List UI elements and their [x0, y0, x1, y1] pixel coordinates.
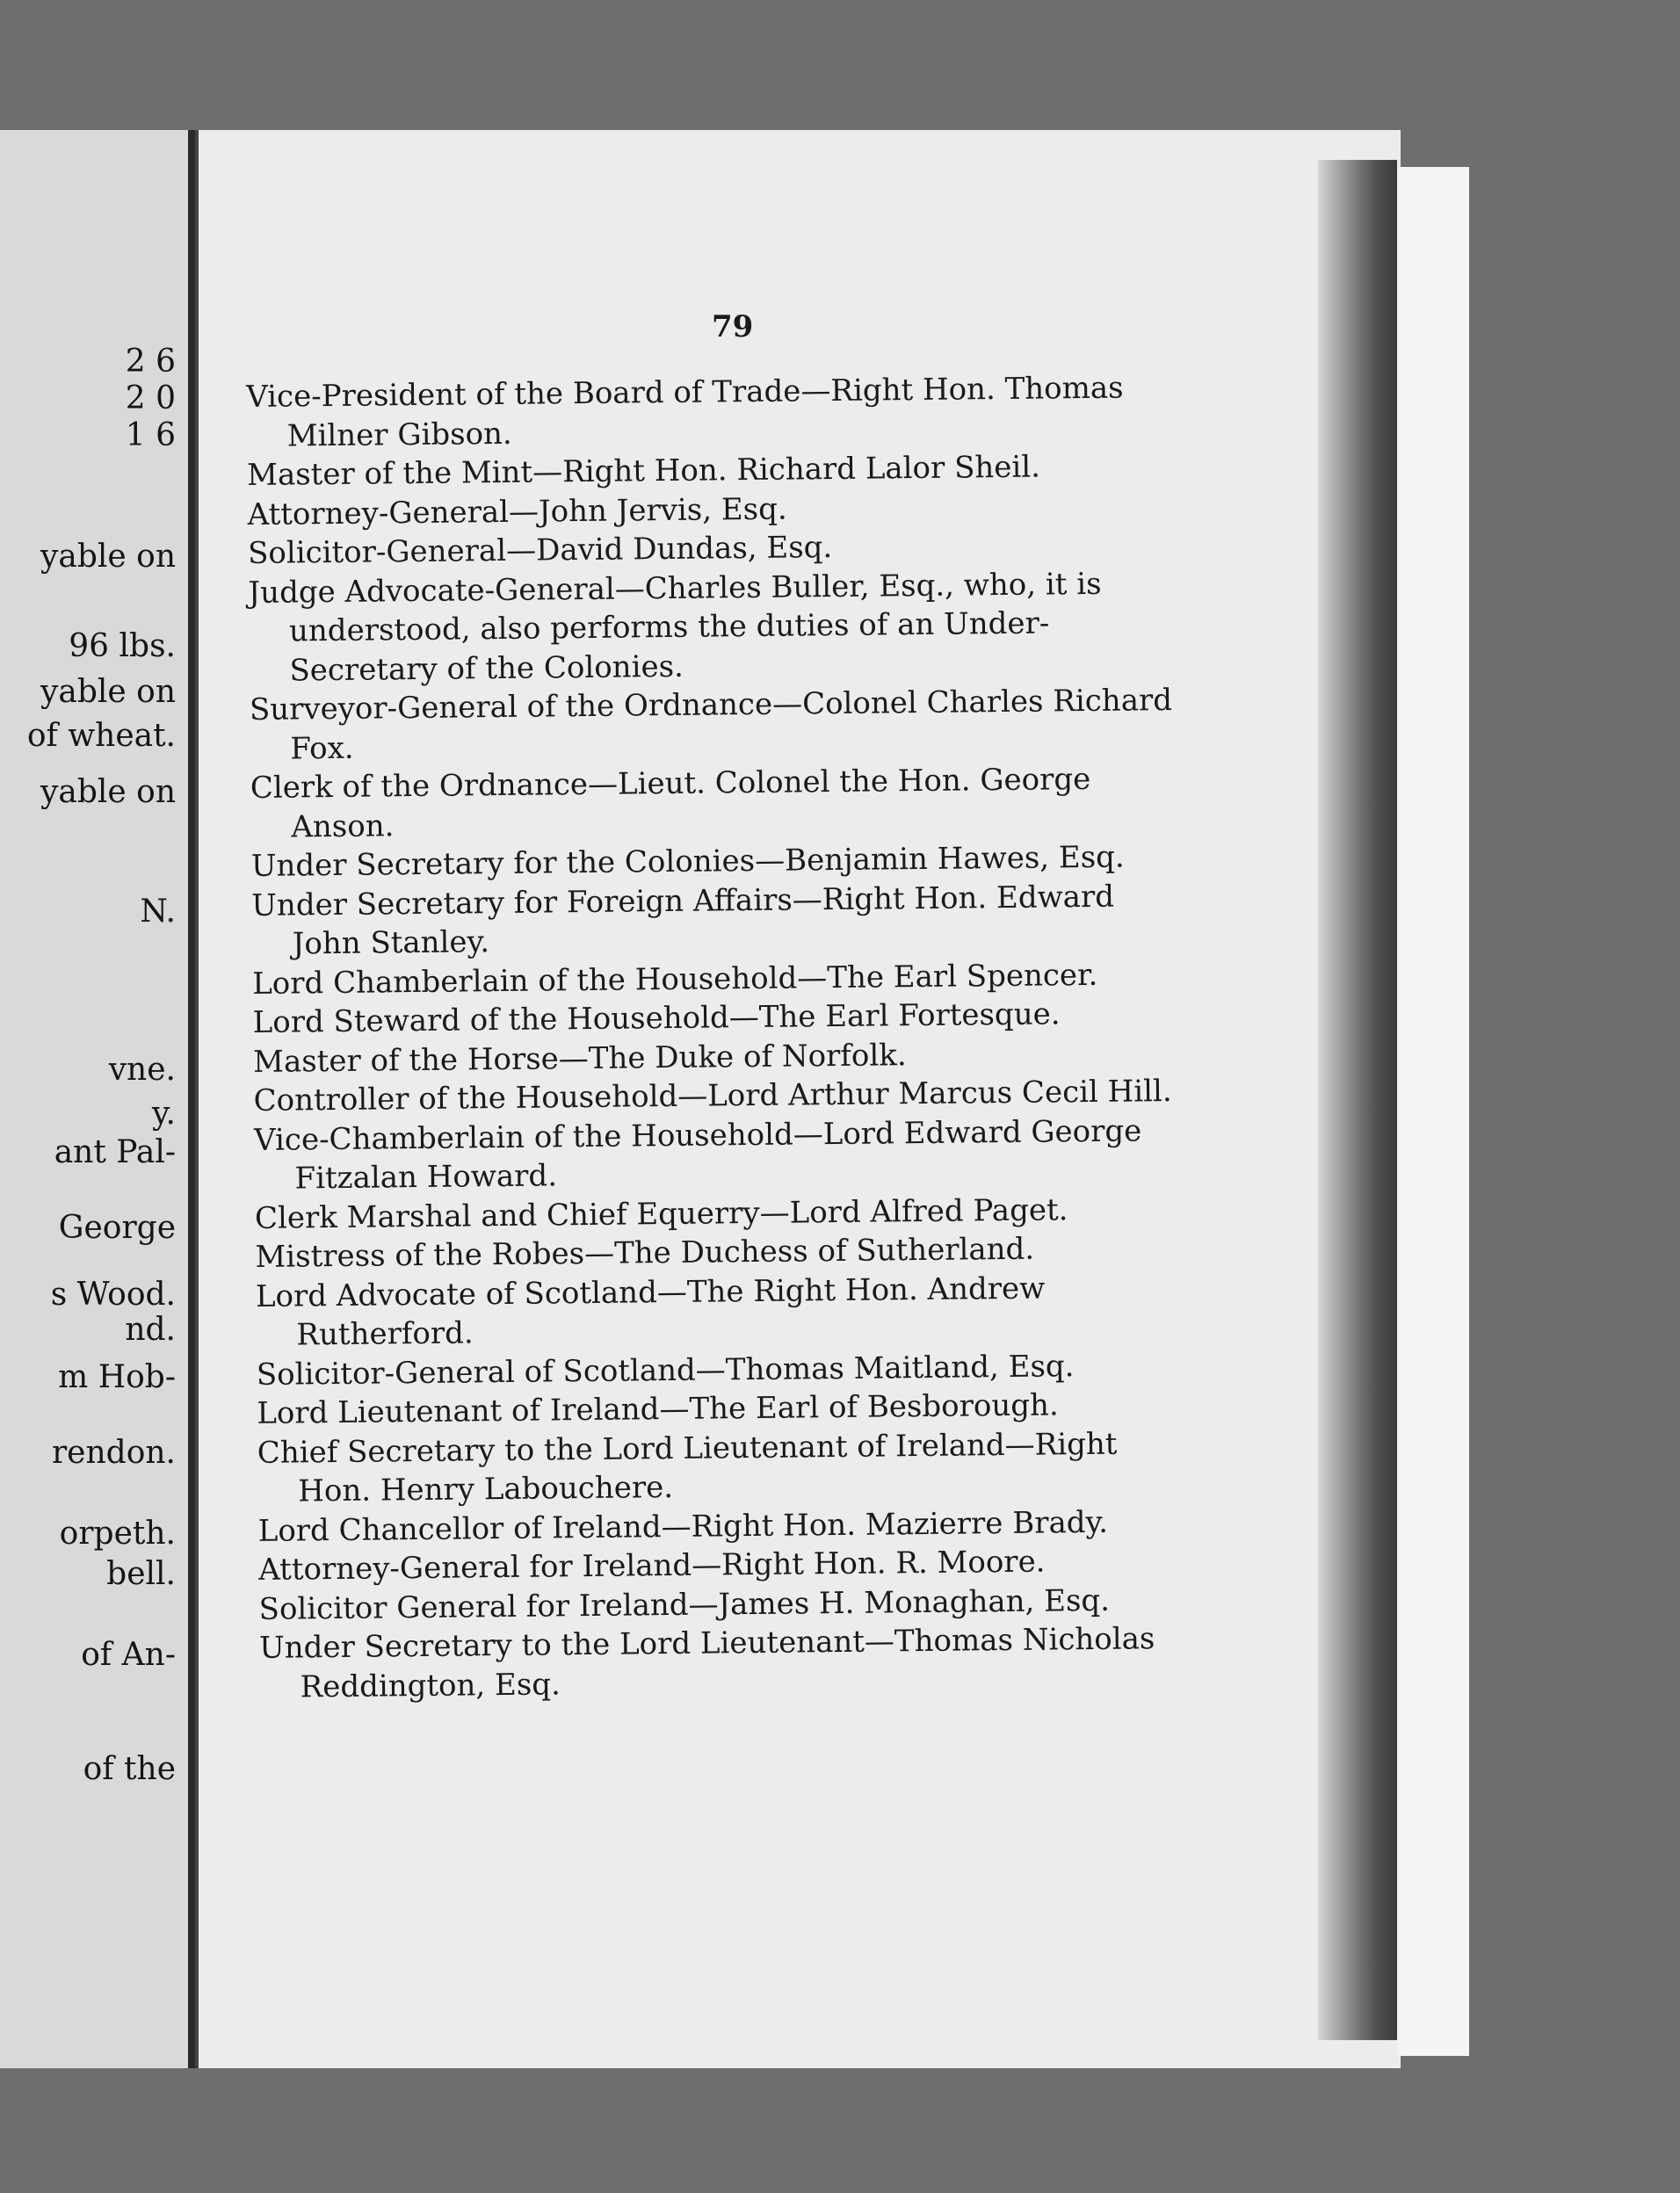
left-fragment: rendon.	[51, 1435, 176, 1471]
left-fragment: orpeth.	[59, 1516, 176, 1552]
list-item: Chief Secretary to the Lord Lieutenant of Ireland—Right Hon. Henry Labouchere.	[257, 1426, 1118, 1509]
list-item: Lord Lieutenant of Ireland—The Earl of Besborough.	[257, 1387, 1059, 1431]
left-fragment: nd.	[125, 1312, 176, 1348]
left-fragment: vne.	[108, 1052, 176, 1088]
list-item: Attorney-General for Ireland—Right Hon. R. Moore.	[258, 1544, 1046, 1588]
list-item: Surveyor-General of the Ordnance—Colonel Charles Richard Fox.	[249, 682, 1173, 766]
left-fragment: 1 6	[125, 417, 176, 453]
list-item: Clerk Marshal and Chief Equerry—Lord Alfred Paget.	[254, 1191, 1068, 1236]
left-fragment: yable on	[40, 774, 176, 810]
left-fragment: of An-	[81, 1637, 176, 1673]
left-fragment: ant Pal-	[54, 1134, 176, 1170]
left-fragment: bell.	[106, 1556, 176, 1592]
list-item: Lord Steward of the Household—The Earl Fortesque.	[252, 996, 1061, 1040]
list-item: Lord Advocate of Scotland—The Right Hon. Andrew Rutherford.	[255, 1270, 1046, 1353]
left-fragment: of wheat.	[26, 718, 176, 754]
left-fragment: m Hob-	[58, 1359, 176, 1395]
list-item: Solicitor-General—David Dundas, Esq.	[247, 530, 833, 571]
left-fragment: s Wood.	[50, 1277, 176, 1313]
list-item: Solicitor-General of Scotland—Thomas Maitland, Esq.	[256, 1348, 1075, 1393]
list-item: Attorney-General—John Jervis, Esq.	[247, 491, 787, 532]
page-edge-shadow	[1318, 160, 1397, 2040]
left-fragment: yable on	[40, 539, 176, 575]
list-item: Solicitor General for Ireland—James H. Monaghan, Esq.	[258, 1582, 1111, 1627]
left-fragment: 2 0	[125, 380, 176, 416]
list-item: Lord Chamberlain of the Household—The Earl Spencer.	[252, 957, 1098, 1002]
list-item: Mistress of the Robes—The Duchess of Sutherland.	[255, 1231, 1035, 1275]
list-item: Clerk of the Ordnance—Lieut. Colonel the Hon. George Anson.	[250, 761, 1091, 844]
left-fragment: yable on	[40, 674, 176, 710]
list-item: Judge Advocate-General—Charles Buller, Esq., who, it is understood, also performs the duties of an Under-Secretary of the Colonies.	[248, 566, 1102, 688]
list-item: Under Secretary for Foreign Affairs—Right Hon. Edward John Stanley.	[251, 879, 1115, 962]
list-item: Controller of the Household—Lord Arthur Marcus Cecil Hill.	[253, 1074, 1172, 1118]
left-fragment: N.	[140, 894, 176, 930]
list-item: Lord Chancellor of Ireland—Right Hon. Mazierre Brady.	[257, 1504, 1109, 1549]
left-fragment: 96 lbs.	[69, 628, 176, 664]
left-fragment: George	[58, 1210, 176, 1246]
page-edge	[1397, 167, 1469, 2056]
list-item: Vice-President of the Board of Trade—Right Hon. Thomas Milner Gibson.	[246, 370, 1124, 454]
list-item: Master of the Horse—The Duke of Norfolk.	[252, 1037, 907, 1080]
appointments-list	[246, 368, 1191, 1707]
list-item: Under Secretary for the Colonies—Benjamin Hawes, Esq.	[250, 839, 1125, 884]
page-number: 79	[712, 309, 754, 344]
list-item: Vice-Chamberlain of the Household—Lord Edward George Fitzalan Howard.	[253, 1112, 1142, 1197]
left-fragment: of the	[83, 1751, 176, 1787]
left-fragment: 2 6	[125, 344, 176, 380]
list-item: Under Secretary to the Lord Lieutenant—Thomas Nicholas Reddington, Esq.	[258, 1621, 1155, 1704]
list-item: Master of the Mint—Right Hon. Richard Lalor Sheil.	[246, 449, 1041, 493]
left-page	[0, 130, 197, 2068]
left-fragment: y.	[152, 1096, 176, 1132]
